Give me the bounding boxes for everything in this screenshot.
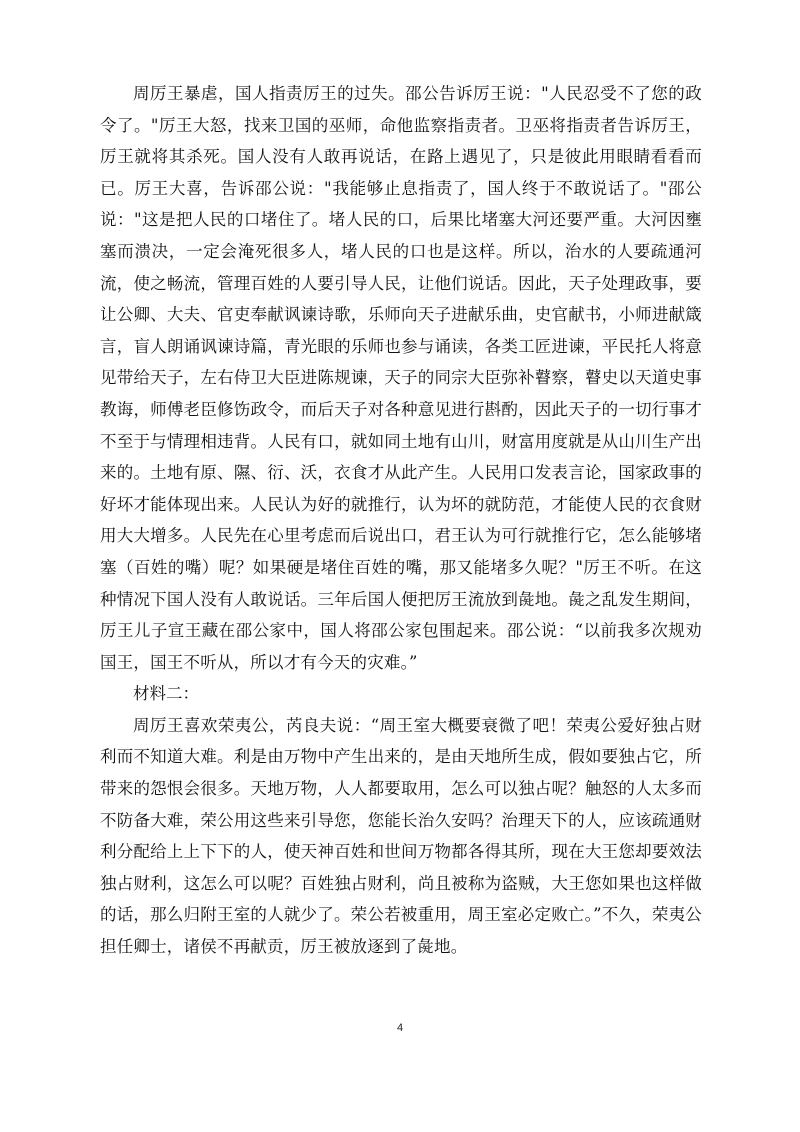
paragraph-material-one: 周厉王暴虐，国人指责厉王的过失。邵公告诉厉王说："人民忍受不了您的政令了。"厉王大怒，找来卫国的巫师，命他监察指责者。卫巫将指责者告诉厉王，厉王就将其杀死。国人没有人敢再说话，在路上遇见了，只是彼此用眼睛看看而已。厉王大喜，告诉邵公说："我能够止息指责了，国人终于不敢说话了。"邵公说："这是把人民的口堵住了。堵人民的口，后果比堵塞大河还要严重。大河因壅塞而溃决，一定会淹死很多人，堵人民的口也是这样。所以，治水的人要疏通河流，使之畅流，管理百姓的人要引导人民，让他们说话。因此，天子处理政事，要让公卿、大夫、官吏奉献讽谏诗歌，乐师向天子进献乐曲，史官献书，小师进献箴言，盲人朗诵讽谏诗篇，青光眼的乐师也参与诵读，各类工匠进谏，平民托人将意见带给天子，左右侍卫大臣进陈规谏，天子的同宗大臣弥补瞽察，瞽史以天道史事教诲，师傅老臣修饬政令，而后天子对各种意见进行斟酌，因此天子的一切行事才不至于与情理相违背。人民有口，就如同土地有山川，财富用度就是从山川生产出来的。土地有原、隰、衍、沃，衣食才从此产生。人民用口发表言论，国家政事的好坏才能体现出来。人民认为好的就推行，认为坏的就防范，才能使人民的衣食财用大大增多。人民先在心里考虑而后说出口，君王认为可行就推行它，怎么能够堵塞（百姓的嘴）呢？如果硬是堵住百姓的嘴，那又能堵多久呢？"厉王不听。在这种情况下国人没有人敢说话。三年后国人便把厉王流放到彘地。彘之乱发生期间，厉王儿子宣王藏在邵公家中，国人将邵公家包围起来。邵公说：“以前我多次规劝国王，国王不听从，所以才有今天的灾难。” [100, 84, 702, 672]
section-heading-material-two: 材料二： [133, 684, 199, 704]
document-body [100, 78, 702, 963]
page-number: 4 [396, 1022, 404, 1034]
paragraph-material-two: 周厉王喜欢荣夷公，芮良夫说：“周王室大概要衰微了吧！荣夷公爱好独占财利而不知道大难。利是由万物中产生出来的，是由天地所生成，假如要独占它，所带来的怨恨会很多。天地万物，人人都要取用，怎么可以独占呢？触怒的人太多而不防备大难，荣公用这些来引导您，您能长治久安吗？治理天下的人，应该疏通财利分配给上上下下的人，使天神百姓和世间万物都各得其所，现在大王您却要效法独占财利，这怎么可以呢？百姓独占财利，尚且被称为盗贼，大王您如果也这样做的话，那么归附王室的人就少了。荣公若被重用，周王室必定败亡。”不久，荣夷公担任卿士，诸侯不再献贡，厉王被放逐到了彘地。 [100, 715, 702, 957]
